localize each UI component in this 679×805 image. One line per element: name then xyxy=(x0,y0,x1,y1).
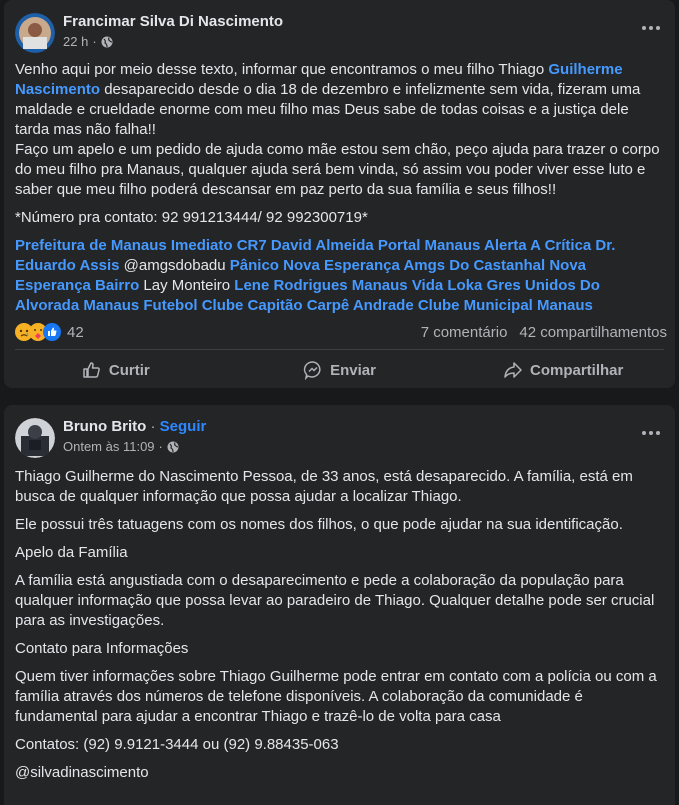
post-header xyxy=(4,405,675,463)
post-paragraph-2: Faço um apelo e um pedido de ajuda como mãe estou sem chão, peço ajuda para trazer o corpo do meu filho pra Manaus, qualquer ajuda será bem vinda, só assim vou poder viver esse luto e saber que meu filho poderá descansar em paz perto da sua família e seus filhos!! xyxy=(15,141,660,198)
post-paragraph: Ele possui três tatuagens com os nomes dos filhos, o que pode ajudar na sua identificação. xyxy=(15,516,623,533)
author-line xyxy=(63,418,206,435)
post-paragraph: A família está angustiada com o desaparecimento e pede a colaboração da população para qualquer informação que possa levar ao paradeiro de Thiago. Qualquer detalhe pode ser crucial para as investigações. xyxy=(15,572,655,629)
tag-list xyxy=(15,236,664,316)
author-name[interactable]: Bruno Brito xyxy=(63,418,147,435)
tag-links-2[interactable]: Pânico Nova Esperança Amgs Do Castanhal Nova Esperança Bairro xyxy=(15,257,587,294)
post-paragraph-1: Venho aqui por meio desse texto, informar que encontramos o meu filho Thiago Guilherme Nascimento desaparecido desde o dia 18 de dezembro e infelizmente sem vida, fizeram uma maldade e crueldade enorme com meu filho mas Deus sabe de todas coisas e a justiça dele tarda mas não falha!! xyxy=(15,61,641,138)
post-paragraph: Thiago Guilherme do Nascimento Pessoa, de 33 anos, está desaparecido. A família, está em busca de qualquer informação que possa ajudar a localizar Thiago. xyxy=(15,468,633,505)
more-options-icon[interactable] xyxy=(639,18,663,38)
globe-icon[interactable] xyxy=(167,441,179,453)
post-header xyxy=(4,0,675,58)
share-count[interactable]: 42 compartilhamentos xyxy=(519,323,667,341)
share-arrow-icon xyxy=(503,360,523,380)
mention-link[interactable]: Guilherme Nascimento xyxy=(15,61,623,98)
globe-icon[interactable] xyxy=(101,36,113,48)
post-meta: 22 h · xyxy=(63,34,113,49)
post-paragraph: Contatos: (92) 9.9121-3444 ou (92) 9.88435-063 xyxy=(15,736,339,753)
follow-button[interactable]: Seguir xyxy=(159,418,207,435)
thumbs-up-icon xyxy=(82,360,102,380)
tag-links-3[interactable]: Lene Rodrigues Manaus Vida Loka Gres Unidos Do Alvorada Manaus Futebol Clube Capitão Carpê Andrade Clube Municipal Manaus xyxy=(15,277,600,314)
post-stats xyxy=(15,322,667,342)
post-time[interactable]: Ontem às 11:09 xyxy=(63,439,155,454)
post-paragraph: Contato para Informações xyxy=(15,640,189,657)
post-time[interactable]: 22 h xyxy=(63,34,89,49)
tag-links-1[interactable]: Prefeitura de Manaus Imediato CR7 David Almeida Portal Manaus Alerta A Crítica Dr. Eduardo Assis xyxy=(15,237,616,274)
post-card-1 xyxy=(4,0,675,388)
like-button[interactable]: Curtir xyxy=(4,354,228,386)
divider xyxy=(15,349,664,350)
reaction-count: 42 xyxy=(67,323,84,341)
like-reaction-icon xyxy=(43,323,61,341)
post-card-2 xyxy=(4,405,675,805)
post-paragraph: Quem tiver informações sobre Thiago Guilherme pode entrar em contato com a polícia ou com a família através dos números de telefone disponíveis. A colaboração da comunidade é fundamental para ajudar a encontrar Thiago e trazê-lo de volta para casa xyxy=(15,668,657,725)
more-options-icon[interactable] xyxy=(639,423,663,443)
post-paragraph: @silvadinascimento xyxy=(15,764,149,781)
mention-text-2: Lay Monteiro xyxy=(139,277,235,294)
post-paragraph: Apelo da Família xyxy=(15,544,128,561)
post-actions xyxy=(4,354,675,386)
post-meta: Ontem às 11:09 · xyxy=(63,439,179,454)
mention-text-1: @amgsdobadu xyxy=(119,257,230,274)
share-button[interactable]: Compartilhar xyxy=(451,354,675,386)
separator-dot: · xyxy=(146,418,160,435)
author-name[interactable]: Francimar Silva Di Nascimento xyxy=(63,13,284,30)
messenger-icon xyxy=(303,360,323,380)
comment-count[interactable]: 7 comentário xyxy=(420,323,508,341)
contact-text: *Número pra contato: 92 991213444/ 92 992300719* xyxy=(15,209,368,226)
send-button[interactable]: Enviar xyxy=(228,354,452,386)
author-avatar[interactable] xyxy=(15,418,55,458)
author-avatar[interactable] xyxy=(15,13,55,53)
post-body xyxy=(4,467,675,783)
reactions[interactable] xyxy=(15,323,84,341)
post-body xyxy=(4,60,675,316)
